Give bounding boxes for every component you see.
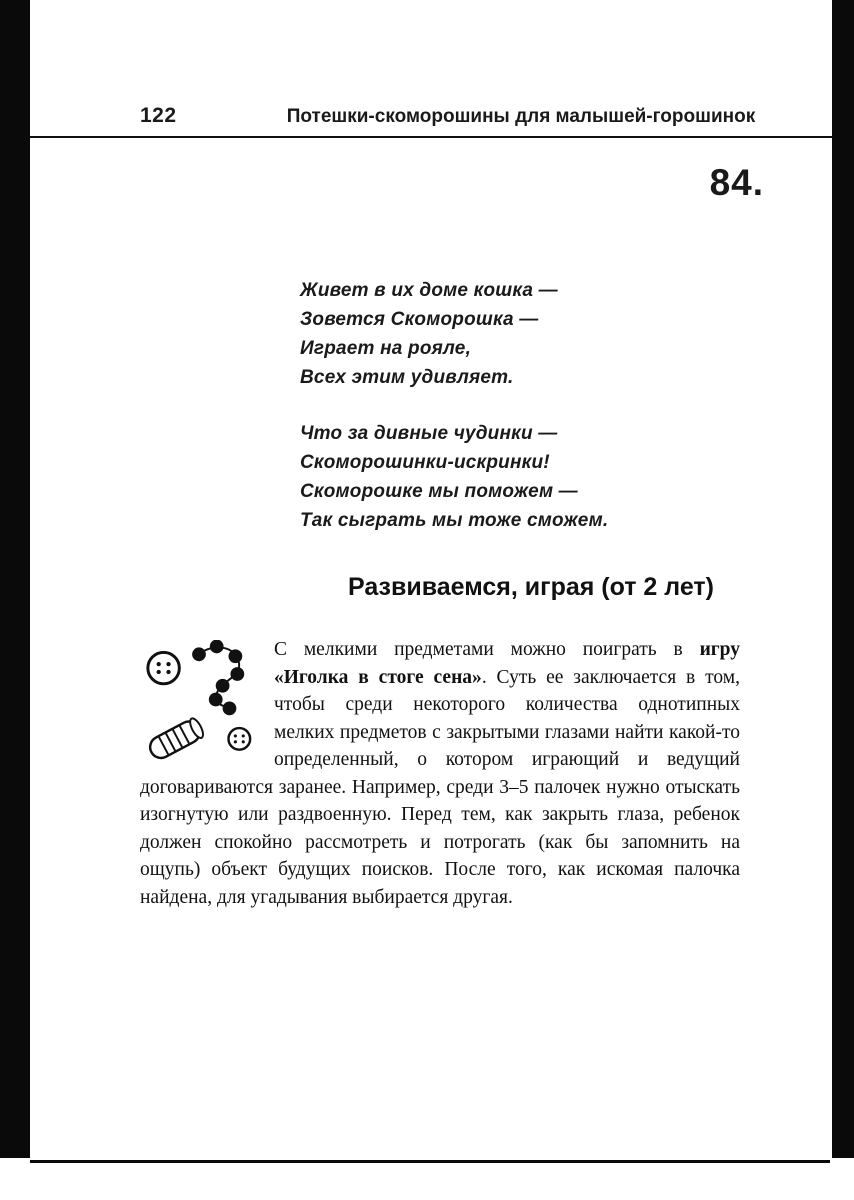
poem-line: Играет на рояле,	[300, 338, 472, 359]
poem-stanza-2	[300, 419, 832, 535]
page-content	[30, 0, 832, 911]
poem	[300, 276, 832, 535]
poem-line: Всех этим удивляет.	[300, 367, 514, 388]
poem-stanza-1	[300, 276, 832, 392]
paragraph-text-rest: . Суть ее заключается в том, чтобы среди некоторого количества однотипных мелких предметов с закрытыми глазами найти какой-то определенный, о котором играющий и ведущий договариваются заранее. Например, среди 3–5 палочек нужно отыскать изогнутую или раздвоенную. Перед тем, как закрыть глаза, ребенок должен спокойно рассмотреть и потрогать (как бы запомнить на ощупь) объект будущих поисков. После того, как искомая палочка найдена, для угадывания выбирается другая.	[140, 666, 740, 908]
game-name-bold: игру «Иголка в стоге сена»	[274, 639, 740, 688]
poem-line: Скоморошинки-искринки!	[300, 452, 550, 473]
scan-right-edge	[832, 0, 854, 1158]
poem-line: Так сыграть мы тоже сможем.	[300, 510, 609, 531]
page-number: 122	[140, 104, 177, 127]
page-header	[30, 0, 832, 128]
poem-line: Зовется Скоморошка —	[300, 309, 539, 330]
buttons-beads-illustration	[140, 640, 258, 764]
rhyme-number: 84.	[709, 162, 764, 203]
scan-left-edge	[0, 0, 30, 1158]
poem-line: Что за дивные чудинки —	[300, 423, 558, 444]
poem-line: Скоморошке мы поможем —	[300, 481, 578, 502]
activity-paragraph	[140, 636, 740, 911]
paragraph-text-lead: С мелкими предметами можно поиграть в	[274, 639, 700, 660]
activity-heading: Развиваемся, играя (от 2 лет)	[348, 573, 714, 601]
poem-line: Живет в их доме кошка —	[300, 280, 558, 301]
header-rule	[30, 136, 832, 138]
scan-bottom-edge	[30, 1160, 830, 1163]
running-title: Потешки-скоморошины для малышей-горошинок	[286, 106, 756, 127]
